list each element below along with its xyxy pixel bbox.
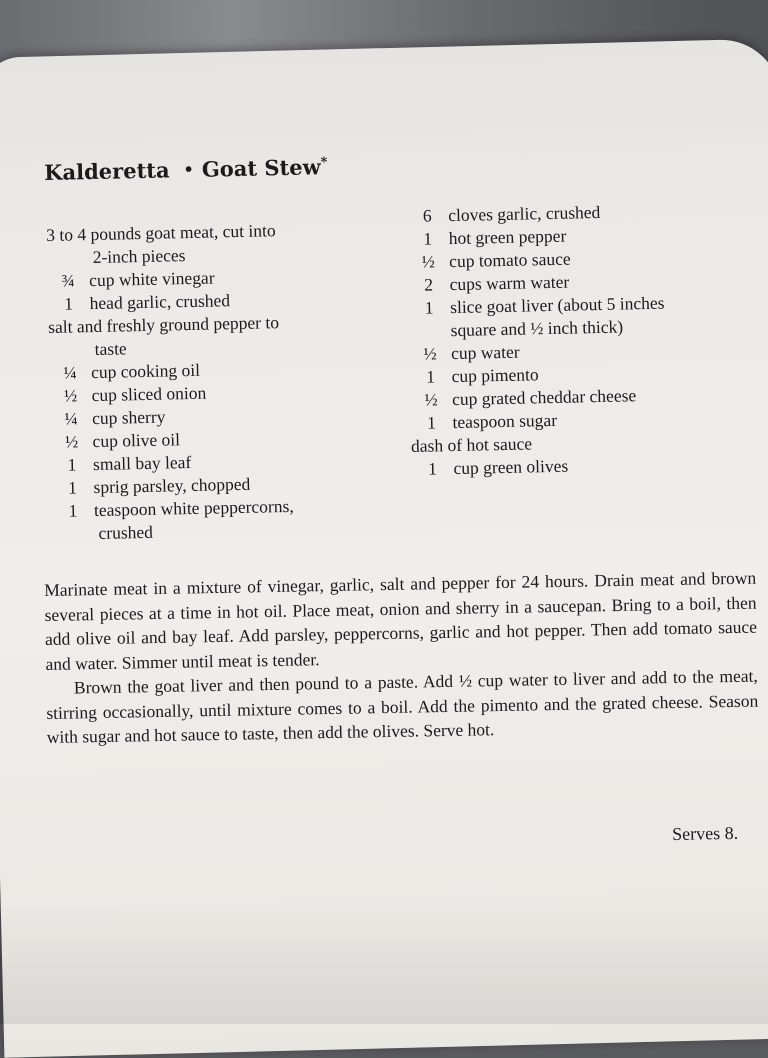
title-main: Kalderetta (44, 157, 170, 185)
ingredient-text-cont: crushed (98, 521, 154, 543)
ingredient-text: pounds goat meat, cut into (90, 220, 276, 245)
directions-paragraph: Marinate meat in a mixture of vinegar, garlic, salt and pepper for 24 hours. Drain meat and brown several pieces at a time in hot oil. Place meat, onion and sherry in a saucepan. Bring to a boil, then add olive oil and bay leaf. Add parsley, peppercorns, garlic and hot pepper. Then add tomato sauce and water. Simmer until meat is tender. (44, 567, 758, 674)
ingredients-right-column (406, 198, 752, 481)
ingredient-qty: 1 (424, 297, 434, 318)
recipe-directions (44, 566, 759, 750)
ingredient-item (46, 217, 387, 270)
ingredient-text: teaspoon sugar (452, 409, 558, 433)
ingredient-text: cup tomato sauce (448, 248, 571, 272)
ingredient-qty: 2 (424, 274, 434, 295)
book-page (0, 38, 768, 1057)
ingredient-qty: 1 (426, 366, 436, 387)
title-subtitle: Goat Stew (201, 154, 321, 182)
ingredient-text: cup grated cheddar cheese (451, 385, 637, 410)
ingredient-text-cont: 2-inch pieces (92, 245, 186, 268)
ingredient-text: slice goat liver (about 5 inches (449, 292, 665, 318)
ingredient-text: small bay leaf (92, 452, 192, 475)
ingredient-qty: ½ (64, 431, 79, 452)
ingredient-qty: ½ (424, 389, 438, 410)
ingredient-text: teaspoon white peppercorns, (93, 495, 294, 521)
ingredient-qty: 1 (67, 454, 77, 475)
ingredient-text: cup sliced onion (91, 382, 207, 406)
ingredient-qty: 1 (423, 228, 433, 249)
ingredient-text: cups warm water (449, 271, 570, 295)
ingredient-text: cup sherry (91, 406, 166, 429)
ingredient-qty: 1 (427, 458, 438, 479)
ingredient-item (48, 309, 389, 362)
ingredient-item: dash of hot sauce (410, 433, 533, 456)
ingredient-text: cup cooking oil (90, 359, 201, 383)
ingredient-text-cont: square and ½ inch thick) (450, 316, 624, 341)
ingredient-qty: ¼ (63, 362, 77, 383)
ingredient-qty: ½ (63, 385, 78, 406)
ingredient-text: hot green pepper (448, 225, 567, 249)
ingredient-qty: 3 to 4 (46, 224, 87, 245)
ingredient-text: salt and freshly ground pepper to (47, 312, 280, 337)
ingredient-text: cup white vinegar (88, 267, 215, 291)
ingredient-qty: ½ (423, 343, 437, 364)
ingredient-qty: 1 (67, 477, 78, 498)
title-bullet: • (183, 159, 194, 180)
ingredient-text: head garlic, crushed (89, 290, 231, 314)
ingredient-text-cont: taste (94, 338, 127, 360)
ingredient-qty: ¾ (61, 270, 75, 291)
ingredient-qty: 1 (426, 412, 437, 433)
ingredient-text: cloves garlic, crushed (448, 201, 601, 226)
ingredient-text: sprig parsley, chopped (93, 473, 251, 498)
ingredients-left-column (46, 217, 393, 546)
ingredient-qty: ½ (421, 251, 435, 272)
ingredient-text: cup water (450, 341, 520, 364)
servings-note: Serves 8. (672, 822, 739, 844)
ingredient-text: cup pimento (451, 364, 539, 387)
directions-paragraph: Brown the goat liver and then pound to a paste. Add ½ cup water to liver and add to the meat, stirring occasionally, until mixture comes to a boil. Add the pimento and the grated cheese. Season with sugar and hot sauce to taste, then add the olives. Serve hot. (46, 665, 759, 747)
ingredient-text: cup green olives (453, 455, 569, 479)
ingredient-qty: ¼ (64, 408, 78, 429)
ingredient-text: cup olive oil (92, 429, 181, 452)
ingredient-qty: 1 (64, 293, 74, 314)
title-footnote-mark: * (320, 155, 328, 171)
ingredient-qty: 1 (68, 500, 78, 521)
ingredient-qty: 6 (422, 205, 432, 226)
